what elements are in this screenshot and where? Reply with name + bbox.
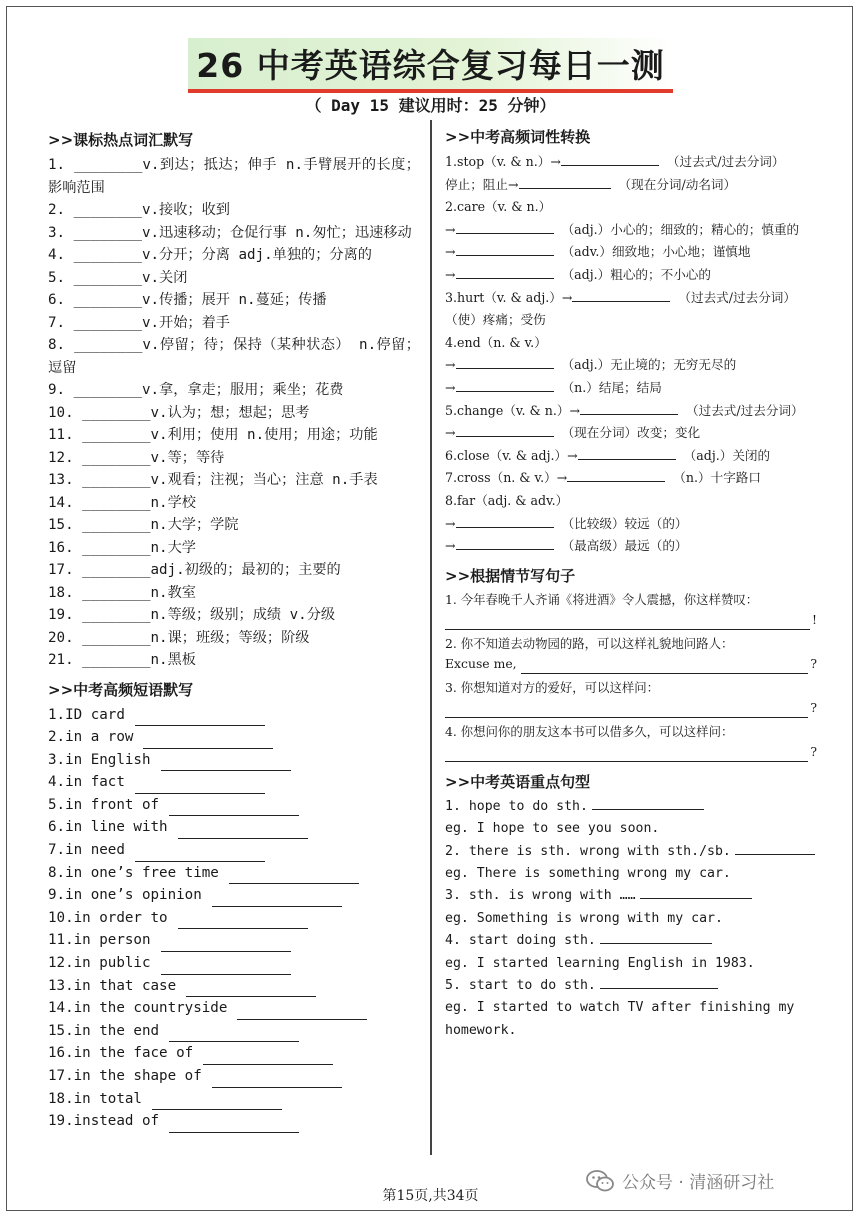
- answer-blank[interactable]: [567, 468, 665, 482]
- answer-blank[interactable]: [445, 615, 810, 630]
- phrase-item: [48, 907, 420, 930]
- answer-blank[interactable]: [456, 378, 554, 392]
- pattern-line: [445, 841, 817, 863]
- pattern-example: eg. I started learning English in 1983.: [445, 955, 755, 971]
- phrase-text: 2.in a row: [48, 729, 134, 746]
- wordform-prompt: 8.far（adj. & adv.）: [445, 492, 569, 508]
- vocab-item: 4. ________v.分开；分离 adj.单独的；分离的: [48, 247, 372, 263]
- wordform-meaning: （adj.）关闭的: [683, 447, 771, 463]
- answer-blank[interactable]: [600, 930, 712, 944]
- phrase-text: 14.in the countryside: [48, 1000, 228, 1017]
- sentence-answer-line: [445, 654, 817, 674]
- vocab-item: 7. ________v.开始；着手: [48, 314, 230, 331]
- wordform-meaning: （n.）结尾；结局: [561, 379, 662, 395]
- wordform-prompt: →: [445, 244, 456, 260]
- wordform-meaning: （现在分词）改变；变化: [561, 425, 701, 441]
- pattern-example: eg. Something is wrong with my car.: [445, 910, 723, 926]
- answer-blank[interactable]: [169, 1026, 299, 1042]
- answer-blank[interactable]: [135, 710, 265, 726]
- title-wrap: [0, 38, 861, 93]
- wordform-line: [445, 377, 817, 400]
- phrase-item: [48, 704, 420, 727]
- phrase-item: [48, 749, 420, 772]
- answer-blank[interactable]: [229, 868, 359, 884]
- wordform-prompt: 1.stop（v. & n.）→: [445, 154, 561, 169]
- phrase-item: [48, 1088, 420, 1111]
- wordform-line: [445, 151, 817, 174]
- answer-blank[interactable]: [592, 796, 704, 810]
- left-column: [48, 128, 420, 1133]
- vocab-item: 5. ________v.关闭: [48, 269, 188, 286]
- right-column: [445, 125, 817, 1042]
- sentence-answer-line: [445, 742, 817, 762]
- wordform-prompt: 7.cross（n. & v.）→: [445, 470, 568, 486]
- pattern-line: [445, 975, 817, 997]
- wordform-prompt: →: [445, 538, 456, 554]
- wordform-line: [445, 241, 817, 264]
- phrase-text: 16.in the face of: [48, 1045, 194, 1062]
- vocab-item: 16. ________n.大学: [48, 539, 196, 556]
- phrase-text: 3.in English: [48, 751, 151, 768]
- pattern-text: 1. hope to do sth.: [445, 798, 588, 814]
- wordform-meaning: （过去式/过去分词）: [678, 289, 796, 305]
- answer-blank[interactable]: [521, 659, 809, 674]
- phrase-text: 5.in front of: [48, 796, 160, 813]
- phrase-text: 7.in need: [48, 842, 125, 859]
- pattern-line: [445, 885, 817, 907]
- wordform-line: [445, 219, 817, 242]
- answer-blank[interactable]: [519, 175, 611, 189]
- phrase-item: [48, 1065, 420, 1088]
- vocab-item: 2. ________v.接收；收到: [48, 202, 230, 218]
- keypattern-heading: >>中考英语重点句型: [445, 772, 591, 791]
- phrase-text: 15.in the end: [48, 1022, 160, 1039]
- phrase-text: 19.instead of: [48, 1113, 160, 1130]
- wordform-meaning: （n.）十字路口: [673, 470, 761, 486]
- answer-blank[interactable]: [456, 423, 554, 437]
- answer-blank[interactable]: [135, 778, 265, 794]
- sentence-prompt: 4. 你想问你的朋友这本书可以借多久，可以这样问：: [445, 723, 734, 739]
- phrase-text: 8.in one’s free time: [48, 864, 219, 881]
- answer-blank[interactable]: [178, 913, 308, 929]
- wechat-icon: [586, 1169, 614, 1193]
- phrase-item: [48, 771, 420, 794]
- phrase-text: 10.in order to: [48, 909, 168, 926]
- page-number: 第15页,共34页: [382, 1188, 479, 1204]
- wordform-prompt: 4.end（n. & v.）: [445, 334, 547, 350]
- wordform-line: [445, 354, 817, 377]
- phrase-item: [48, 952, 420, 975]
- answer-blank[interactable]: [456, 355, 554, 369]
- answer-blank[interactable]: [580, 401, 678, 415]
- vocab-item: 15. ________n.大学；学院: [48, 517, 239, 533]
- wordform-line: [445, 287, 817, 310]
- vocab-item: 14. ________n.学校: [48, 494, 196, 511]
- wordform-heading: >>中考高频词性转换: [445, 128, 591, 146]
- phrase-heading: >>中考高频短语默写: [48, 680, 194, 699]
- wordform-prompt: →: [445, 221, 456, 237]
- pattern-example: eg. There is something wrong my car.: [445, 865, 731, 881]
- phrase-list: [48, 704, 420, 1133]
- pattern-line: [445, 930, 817, 952]
- wordform-line: [445, 196, 817, 219]
- answer-blank[interactable]: [161, 755, 291, 771]
- vocab-list: [48, 154, 420, 672]
- answer-blank[interactable]: [135, 846, 265, 862]
- wordform-line: [445, 332, 817, 355]
- phrase-item: [48, 839, 420, 862]
- vocab-item: 8. ________v.停留；待；保持（某种状态） n.停留；逗留: [48, 337, 420, 376]
- vocab-item: 1. ________v.到达；抵达；伸手 n.手臂展开的长度；影响范围: [48, 157, 420, 196]
- sentence-end-mark: ?: [810, 655, 817, 671]
- answer-blank[interactable]: [161, 936, 291, 952]
- vocab-item: 6. ________v.传播；展开 n.蔓延；传播: [48, 292, 327, 308]
- sentence-prompt: 3. 你想知道对方的爱好，可以这样问：: [445, 679, 660, 695]
- wordform-meaning: （adj.）粗心的；不小心的: [561, 266, 711, 282]
- wordform-prompt: 停止；阻止→: [445, 176, 519, 192]
- phrase-item: [48, 816, 420, 839]
- sentence-heading: >>根据情节写句子: [445, 566, 576, 585]
- vocab-item: 19. ________n.等级；级别；成绩 v.分级: [48, 607, 336, 623]
- wordform-line: [445, 535, 817, 558]
- sentence-answer-line: [445, 610, 817, 630]
- answer-blank[interactable]: [445, 747, 808, 762]
- watermark: [586, 1168, 774, 1193]
- wordform-prompt: →: [445, 515, 456, 531]
- wordform-line: [445, 309, 817, 332]
- phrase-text: 6.in line with: [48, 819, 168, 836]
- wordform-line: [445, 264, 817, 287]
- wordform-line: [445, 513, 817, 536]
- phrase-text: 13.in that case: [48, 977, 177, 994]
- answer-blank[interactable]: [237, 1004, 367, 1020]
- answer-blank[interactable]: [169, 800, 299, 816]
- vocab-item: 10. ________v.认为；想；想起；思考: [48, 404, 310, 421]
- wordform-line: [445, 422, 817, 445]
- wordform-prompt: 3.hurt（v. & adj.）→: [445, 289, 573, 305]
- answer-blank[interactable]: [561, 152, 659, 166]
- pattern-text: 2. there is sth. wrong with sth./sb.: [445, 843, 731, 859]
- phrase-item: [48, 975, 420, 998]
- phrase-item: [48, 1110, 420, 1133]
- pattern-line: [445, 796, 817, 818]
- wordform-meaning: （比较级）较远（的）: [561, 515, 688, 531]
- wordform-meaning: （adv.）细致地；小心地；谨慎地: [561, 244, 751, 260]
- wordform-prompt: 6.close（v. & adj.）→: [445, 447, 578, 463]
- pattern-text: 3. sth. is wrong with ……: [445, 888, 636, 904]
- sentence-list: [445, 590, 817, 762]
- answer-blank[interactable]: [152, 1094, 282, 1110]
- answer-blank[interactable]: [456, 514, 554, 528]
- answer-blank[interactable]: [212, 1072, 342, 1088]
- answer-blank[interactable]: [578, 446, 676, 460]
- answer-blank[interactable]: [212, 891, 342, 907]
- answer-blank[interactable]: [735, 841, 815, 855]
- answer-blank[interactable]: [456, 536, 554, 550]
- keypattern-list: [445, 796, 817, 1042]
- phrase-text: 12.in public: [48, 955, 151, 972]
- page-subtitle: （ Day 15 建议用时：25 分钟）: [305, 96, 556, 115]
- sentence-prompt: 1. 今年春晚千人齐诵《将进酒》令人震撼，你这样赞叹：: [445, 591, 759, 607]
- sentence-prompt: 2. 你不知道去动物园的路，可以这样礼貌地问路人：: [445, 635, 734, 651]
- watermark-text: 公众号 · 清涵研习社: [622, 1173, 775, 1193]
- vocab-item: 3. ________v.迅速移动；仓促行事 n.匆忙；迅速移动: [48, 224, 412, 241]
- answer-blank[interactable]: [445, 703, 808, 718]
- phrase-item: [48, 884, 420, 907]
- phrase-item: [48, 726, 420, 749]
- wordform-list: [445, 151, 817, 558]
- wordform-prompt: →: [445, 425, 456, 441]
- answer-blank[interactable]: [456, 242, 554, 256]
- phrase-item: [48, 997, 420, 1020]
- phrase-item: [48, 1042, 420, 1065]
- phrase-text: 11.in person: [48, 932, 151, 949]
- wordform-line: [445, 400, 817, 423]
- wordform-meaning: （现在分词/动名词）: [618, 176, 737, 192]
- wordform-prompt: →: [445, 266, 456, 282]
- phrase-item: [48, 929, 420, 952]
- wordform-prompt: →: [445, 379, 456, 395]
- answer-blank[interactable]: [640, 885, 752, 899]
- wordform-line: [445, 174, 817, 197]
- vocab-item: 12. ________v.等；等待: [48, 449, 225, 466]
- vocab-heading: >>课标热点词汇默写: [48, 131, 194, 149]
- wordform-prompt: →: [445, 357, 456, 373]
- answer-blank[interactable]: [572, 288, 670, 302]
- sentence-answer-line: [445, 698, 817, 718]
- vocab-item: 13. ________v.观看；注视；当心；注意 n.手表: [48, 472, 378, 488]
- vocab-item: 11. ________v.利用；使用 n.使用；用途；功能: [48, 427, 378, 443]
- pattern-text: 4. start doing sth.: [445, 933, 596, 949]
- answer-blank[interactable]: [161, 959, 291, 975]
- wordform-prompt: （使）疼痛；受伤: [445, 312, 546, 328]
- wordform-meaning: （最高级）最远（的）: [561, 538, 688, 554]
- wordform-line: [445, 490, 817, 513]
- answer-blank[interactable]: [169, 1117, 299, 1133]
- pattern-example: eg. I hope to see you soon.: [445, 821, 660, 837]
- wordform-meaning: （adj.）无止境的；无穷无尽的: [561, 357, 737, 373]
- vocab-item: 20. ________n.课；班级；等级；阶级: [48, 629, 310, 646]
- column-divider: [430, 120, 432, 1155]
- wordform-meaning: （adj.）小心的；细致的；精心的；慎重的: [561, 221, 800, 237]
- pattern-example: eg. I started to watch TV after finishing my homework.: [445, 1000, 795, 1038]
- wordform-prompt: 5.change（v. & n.）→: [445, 402, 581, 418]
- answer-blank[interactable]: [186, 981, 316, 997]
- wordform-line: [445, 445, 817, 468]
- answer-blank[interactable]: [456, 265, 554, 279]
- answer-blank[interactable]: [203, 1049, 333, 1065]
- vocab-item: 17. ________adj.初级的；最初的；主要的: [48, 562, 341, 578]
- answer-blank[interactable]: [600, 975, 718, 989]
- vocab-item: 21. ________n.黑板: [48, 652, 196, 668]
- phrase-item: [48, 794, 420, 817]
- wordform-prompt: 2.care（v. & n.）: [445, 199, 552, 215]
- phrase-text: 17.in the shape of: [48, 1068, 202, 1084]
- phrase-text: 9.in one’s opinion: [48, 887, 202, 904]
- answer-blank[interactable]: [178, 823, 308, 839]
- vocab-item: 18. ________n.教室: [48, 584, 196, 601]
- phrase-item: [48, 862, 420, 885]
- sentence-prefix: Excuse me,: [445, 655, 517, 671]
- wordform-meaning: （过去式/过去分词）: [666, 154, 785, 169]
- phrase-text: 4.in fact: [48, 774, 125, 791]
- phrase-item: [48, 1020, 420, 1043]
- answer-blank[interactable]: [456, 220, 554, 234]
- sentence-end-mark: ?: [810, 699, 817, 715]
- vocab-item: 9. ________v.拿，拿走；服用；乘坐；花费: [48, 382, 344, 398]
- page-title: 26 中考英语综合复习每日一测: [188, 38, 672, 93]
- phrase-text: 18.in total: [48, 1090, 142, 1107]
- wordform-line: [445, 467, 817, 490]
- phrase-text: 1.ID card: [48, 706, 125, 723]
- pattern-text: 5. start to do sth.: [445, 977, 596, 993]
- sentence-end-mark: ?: [810, 743, 817, 759]
- wordform-meaning: （过去式/过去分词）: [686, 402, 804, 418]
- answer-blank[interactable]: [143, 733, 273, 749]
- sentence-end-mark: !: [812, 611, 817, 627]
